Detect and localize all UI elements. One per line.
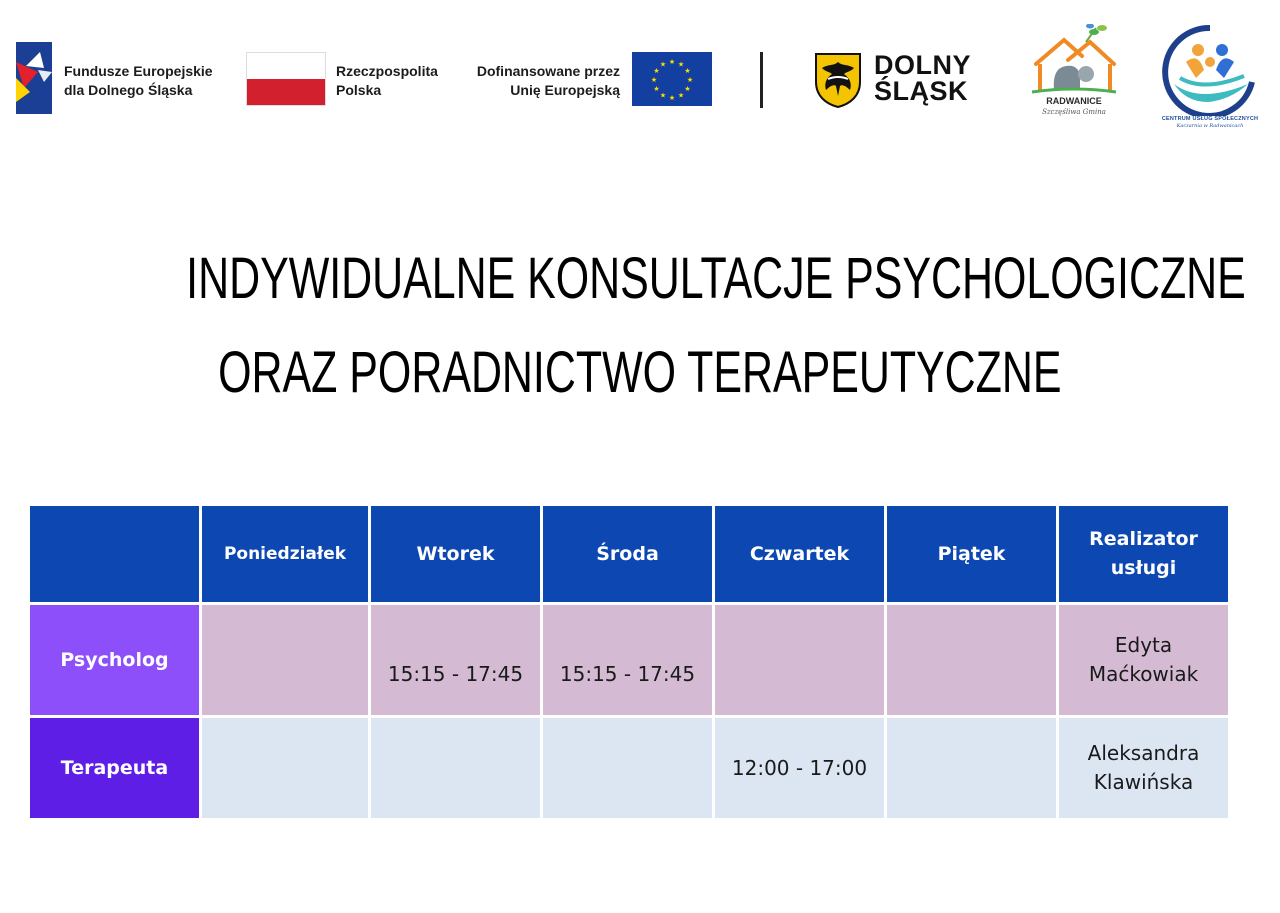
cus-name: CENTRUM USŁUG SPOŁECZNYCH — [1161, 116, 1259, 122]
header-provider — [1059, 506, 1228, 602]
rzeczpospolita-logo — [246, 52, 456, 108]
rp-line2: Polska — [336, 82, 382, 98]
cell-psycholog-thursday — [715, 605, 884, 715]
cell-psycholog-wednesday: 15:15 - 17:45 — [543, 605, 712, 715]
eu-flag-icon — [632, 52, 712, 106]
page-title-line2 — [0, 340, 1280, 406]
page-title-line1 — [0, 246, 1280, 312]
cus-tagline: Kaczarnia w Radwanicach — [1176, 123, 1244, 129]
cell-terapeuta-wednesday — [543, 718, 712, 818]
fe-logo-text — [64, 62, 213, 100]
fundusze-europejskie-logo — [16, 42, 226, 114]
rp-line1: Rzeczpospolita — [336, 63, 438, 79]
radwanice-tagline: Szczęśliwa Gmina — [1042, 108, 1106, 116]
svg-text:★: ★ — [684, 67, 691, 75]
fe-line2: dla Dolnego Śląska — [64, 82, 193, 98]
svg-text:★: ★ — [677, 91, 685, 100]
svg-text:★: ★ — [653, 67, 660, 75]
title-line1-text: INDYWIDUALNE KONSULTACJE PSYCHOLOGICZNE — [186, 246, 1246, 311]
ds-line2: ŚLĄSK — [874, 76, 969, 106]
header-corner — [30, 506, 199, 602]
dolny-slask-logo — [814, 52, 989, 110]
eu-logo-text — [477, 62, 620, 100]
svg-text:★: ★ — [677, 60, 685, 69]
row-label-terapeuta: Terapeuta — [30, 718, 199, 818]
radwanice-logo — [1024, 24, 1124, 124]
eu-line2: Unię Europejską — [510, 82, 620, 98]
cell-terapeuta-thursday: 12:00 - 17:00 — [715, 718, 884, 818]
header-provider-line2: usługi — [1110, 557, 1177, 579]
cell-psycholog-tuesday: 15:15 - 17:45 — [371, 605, 540, 715]
svg-text:★: ★ — [686, 76, 694, 84]
header-monday: Poniedziałek — [202, 506, 368, 602]
eagle-coat-of-arms-icon — [814, 52, 862, 108]
ds-line1: DOLNY — [874, 50, 971, 80]
cell-psycholog-monday — [202, 605, 368, 715]
community-hands-icon — [1160, 22, 1260, 116]
rp-logo-text — [336, 62, 438, 100]
table-row-terapeuta — [30, 718, 1228, 818]
svg-text:★: ★ — [684, 85, 691, 93]
header-provider-line1: Realizator — [1089, 528, 1198, 550]
row-label-psycholog: Psycholog — [30, 605, 199, 715]
cell-terapeuta-friday — [887, 718, 1056, 818]
logo-separator — [760, 52, 763, 108]
table-header-row — [30, 506, 1228, 602]
svg-text:★: ★ — [659, 91, 667, 100]
radwanice-house-icon — [1024, 24, 1124, 96]
provider-psycholog-line2: Maćkowiak — [1088, 662, 1199, 686]
polish-flag-icon — [246, 52, 326, 106]
svg-text:★: ★ — [650, 76, 658, 84]
provider-terapeuta-line1: Aleksandra — [1087, 741, 1200, 765]
provider-psycholog-line1: Edyta — [1114, 633, 1173, 657]
radwanice-name: RADWANICE — [1046, 96, 1102, 106]
cell-terapeuta-monday — [202, 718, 368, 818]
svg-text:★: ★ — [659, 60, 667, 69]
fe-line1: Fundusze Europejskie — [64, 63, 213, 79]
svg-text:★: ★ — [668, 94, 676, 102]
schedule-table — [27, 503, 1231, 821]
header-wednesday: Środa — [543, 506, 712, 602]
fe-emblem-icon — [16, 42, 56, 114]
svg-text:★: ★ — [668, 58, 676, 66]
eu-cofinanced-logo — [470, 52, 715, 108]
eu-line1: Dofinansowane przez — [476, 63, 620, 79]
cell-psycholog-provider — [1059, 605, 1228, 715]
header-friday: Piątek — [887, 506, 1056, 602]
cell-psycholog-friday — [887, 605, 1056, 715]
title-line2-text: ORAZ PORADNICTWO TERAPEUTYCZNE — [218, 340, 1062, 405]
cell-terapeuta-tuesday — [371, 718, 540, 818]
table-row-psycholog — [30, 605, 1228, 715]
cell-terapeuta-provider — [1059, 718, 1228, 818]
logo-bar — [0, 0, 1280, 150]
ds-logo-text — [874, 52, 971, 104]
svg-text:★: ★ — [653, 85, 660, 93]
centrum-uslug-spolecznych-logo — [1160, 22, 1260, 132]
header-thursday: Czwartek — [715, 506, 884, 602]
provider-terapeuta-line2: Klawińska — [1093, 770, 1194, 794]
header-tuesday: Wtorek — [371, 506, 540, 602]
